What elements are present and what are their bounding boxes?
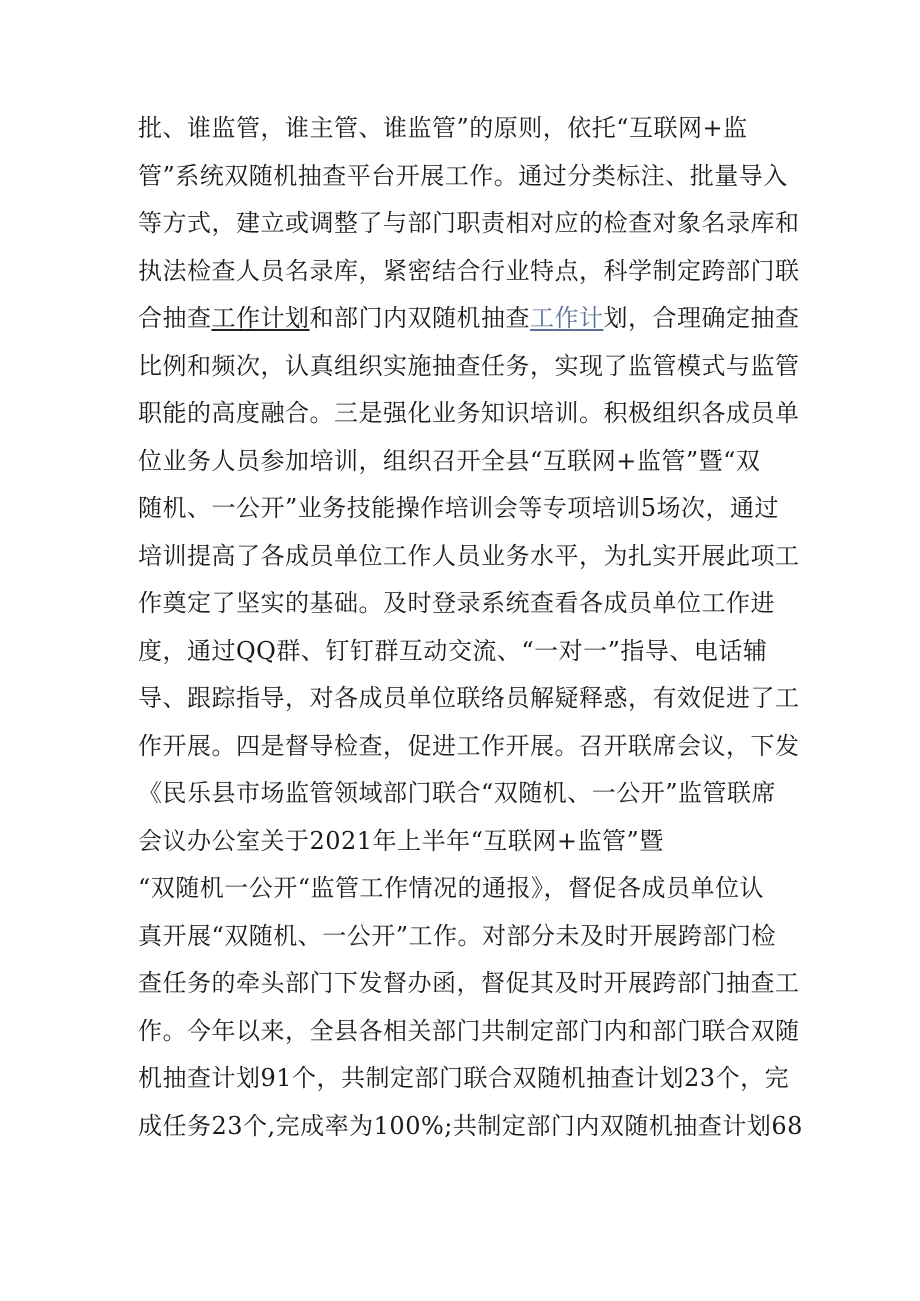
work-plan-link-2[interactable]: 工作计 <box>530 304 604 332</box>
text-line: 成任务23个,完成率为100%;共制定部门内双随机抽查计划68 <box>138 1111 803 1140</box>
text-segment: 合抽查 <box>138 304 212 332</box>
text-segment: 和部门内双随机抽查 <box>309 304 530 332</box>
body-text <box>138 105 803 1150</box>
text-line: 比例和频次，认真组织实施抽查任务，实现了监管模式与监管 <box>138 351 800 380</box>
work-plan-link[interactable]: 工作计划 <box>211 304 310 332</box>
text-segment: 划，合理确定抽查 <box>603 304 800 332</box>
text-line: 管”系统双随机抽查平台开展工作。通过分类标注、批量导入 <box>138 161 788 190</box>
text-line: 作奠定了坚实的基础。及时登录系统查看各成员单位工作进 <box>138 589 775 617</box>
text-line: 执法检查人员名录库，紧密结合行业特点，科学制定跨部门联 <box>138 256 800 285</box>
text-line <box>138 295 800 343</box>
text-line: 度，通过QQ群、钉钉群互动交流、“一对一”指导、电话辅 <box>138 636 768 665</box>
text-line: 会议办公室关于2021年上半年“互联网+监管”暨 <box>138 826 664 855</box>
text-line: 培训提高了各成员单位工作人员业务水平，为扎实开展此项工 <box>138 541 800 570</box>
text-line: 批、谁监管，谁主管、谁监管”的原则，依托“互联网+监 <box>138 114 748 142</box>
text-line: 作开展。四是督导检查，促进工作开展。召开联席会议，下发 <box>138 731 800 760</box>
text-line: 导、跟踪指导，对各成员单位联络员解疑释惑，有效促进了工 <box>138 684 800 712</box>
text-line: 位业务人员参加培训，组织召开全县“互联网+监管”暨“双 <box>138 446 761 475</box>
text-line: 真开展“双随机、一公开”工作。对部分未及时开展跨部门检 <box>138 921 777 950</box>
text-line: 查任务的牵头部门下发督办函，督促其及时开展跨部门抽查工 <box>138 969 800 997</box>
text-line: 随机、一公开”业务技能操作培训会等专项培训5场次，通过 <box>138 494 780 522</box>
text-line: 作。今年以来，全县各相关部门共制定部门内和部门联合双随 <box>138 1016 800 1045</box>
text-line: 等方式，建立或调整了与部门职责相对应的检查对象名录库和 <box>138 209 800 237</box>
text-line: 机抽查计划91个，共制定部门联合双随机抽查计划23个，完 <box>138 1064 790 1092</box>
text-line: 《民乐县市场监管领域部门联合“双随机、一公开”监管联席 <box>138 779 777 807</box>
text-line: 职能的高度融合。三是强化业务知识培训。积极组织各成员单 <box>138 399 800 427</box>
text-line: “双随机一公开“监管工作情况的通报》，督促各成员单位认 <box>138 874 765 902</box>
